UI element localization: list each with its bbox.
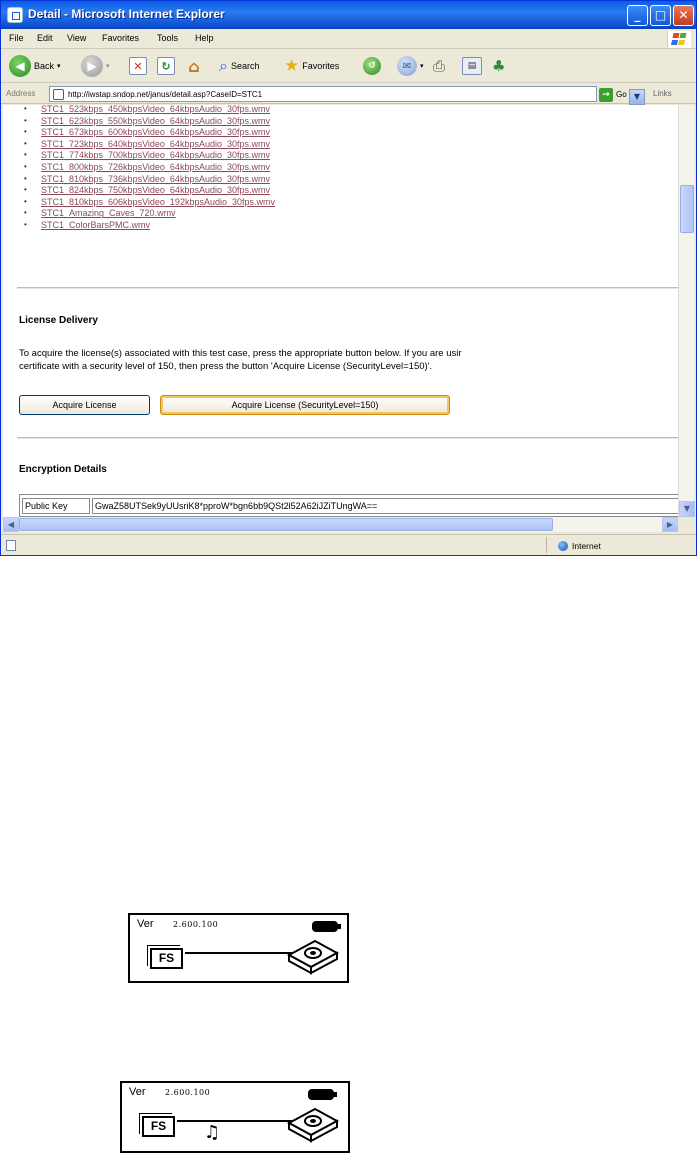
connection-line: [177, 1120, 295, 1122]
back-button[interactable]: [9, 54, 61, 78]
security-zone-label: Internet: [572, 541, 601, 551]
mail-button[interactable]: [397, 54, 424, 78]
home-button[interactable]: [185, 54, 203, 78]
disk-drive-icon: [285, 935, 341, 975]
minimize-button[interactable]: _: [627, 5, 648, 26]
status-bar: [1, 534, 696, 555]
status-divider: [546, 537, 547, 553]
search-icon: ⌕: [219, 56, 228, 75]
stop-button[interactable]: [129, 54, 147, 78]
menu-edit[interactable]: Edit: [37, 33, 53, 43]
address-label: Address: [6, 89, 36, 98]
browser-window: [0, 0, 697, 556]
mail-dropdown-icon[interactable]: ▾: [420, 63, 424, 70]
version-label: Ver: [137, 918, 154, 930]
back-arrow-icon: ◀: [9, 55, 31, 77]
print-icon: ⎙: [433, 57, 446, 75]
music-note-icon: ♫: [204, 1122, 221, 1143]
public-key-table: [19, 494, 678, 517]
file-link-list: [41, 105, 275, 232]
vertical-scroll-thumb[interactable]: [680, 185, 694, 233]
refresh-icon: ↻: [157, 57, 175, 75]
file-link[interactable]: STC1_774kbps_700kbpsVideo_64kbpsAudio_30fps.wmv: [41, 150, 270, 161]
print-button[interactable]: [433, 54, 445, 78]
refresh-button[interactable]: [157, 54, 175, 78]
version-number: 2.600.100: [165, 1088, 211, 1097]
list-item[interactable]: [41, 116, 275, 128]
file-link[interactable]: STC1_723kbps_640kbpsVideo_64kbpsAudio_30fps.wmv: [41, 138, 270, 149]
file-link[interactable]: STC1_810kbps_606kbpsVideo_192kbpsAudio_30fps.wmv: [41, 196, 275, 207]
acquire-license-button[interactable]: Acquire License: [19, 395, 150, 415]
address-url: http://iwstap.sndop.net/janus/detail.asp?CaseID=STC1: [68, 90, 263, 99]
page-status-icon: [6, 540, 16, 551]
edit-icon: ▤: [462, 57, 482, 75]
close-button[interactable]: ✕: [673, 5, 694, 26]
windows-logo-icon: [667, 31, 691, 48]
list-item[interactable]: [41, 197, 275, 209]
file-link[interactable]: STC1_824kbps_750kbpsVideo_64kbpsAudio_30fps.wmv: [41, 185, 270, 196]
list-item[interactable]: [41, 174, 275, 186]
menu-tools[interactable]: Tools: [157, 33, 179, 43]
file-link[interactable]: STC1_623kbps_550kbpsVideo_64kbpsAudio_30fps.wmv: [41, 115, 270, 126]
maximize-button[interactable]: □: [650, 5, 671, 26]
file-link[interactable]: STC1_Amazing_Caves_720.wmv: [41, 208, 176, 219]
device-screen: [120, 1081, 350, 1153]
vertical-scrollbar[interactable]: [678, 105, 694, 517]
acquire-license-securitylevel-button[interactable]: Acquire License (SecurityLevel=150): [160, 395, 450, 415]
window-title: Detail - Microsoft Internet Explorer: [28, 7, 225, 21]
search-label: Search: [230, 61, 260, 71]
public-key-label: Public Key: [22, 498, 90, 514]
device-screen: [128, 913, 349, 983]
menu-view[interactable]: View: [67, 33, 87, 43]
license-description-line: To acquire the license(s) associated with this test case, press the appropriate button below. If you are usir: [19, 348, 462, 359]
list-item[interactable]: [41, 127, 275, 139]
home-icon: ⌂: [188, 56, 200, 76]
scroll-right-arrow-icon[interactable]: ▶: [662, 517, 678, 532]
list-item[interactable]: [41, 162, 275, 174]
file-link[interactable]: STC1_673kbps_600kbpsVideo_64kbpsAudio_30fps.wmv: [41, 127, 270, 138]
file-link[interactable]: STC1_810kbps_736kbpsVideo_64kbpsAudio_30fps.wmv: [41, 173, 270, 184]
horizontal-scrollbar[interactable]: [3, 517, 678, 532]
battery-icon: [312, 921, 338, 932]
favorites-label: Favorites: [302, 61, 340, 71]
connection-line: [185, 952, 295, 954]
list-item[interactable]: [41, 139, 275, 151]
version-number: 2.600.100: [173, 920, 219, 929]
page-content: [3, 105, 678, 517]
links-button[interactable]: Links: [653, 89, 672, 98]
search-button[interactable]: [219, 54, 260, 78]
menu-file[interactable]: File: [9, 33, 24, 43]
go-label: Go: [616, 90, 627, 99]
title-bar[interactable]: [1, 1, 696, 29]
license-description-line: certificate with a security level of 150, then press the button 'Acquire License (SecurityLevel=150)'.: [19, 360, 433, 372]
file-link[interactable]: STC1_523kbps_450kbpsVideo_64kbpsAudio_30fps.wmv: [41, 105, 270, 114]
file-link[interactable]: STC1_ColorBarsPMC.wmv: [41, 219, 151, 230]
go-button[interactable]: [599, 87, 627, 102]
ie-page-icon: [53, 89, 64, 100]
list-item[interactable]: [41, 150, 275, 162]
address-dropdown-icon[interactable]: ▼: [629, 89, 645, 105]
version-label: Ver: [129, 1086, 146, 1098]
section-divider: [17, 287, 678, 289]
list-item[interactable]: [41, 185, 275, 197]
disk-drive-icon: [285, 1103, 341, 1143]
favorites-star-icon: ★: [284, 56, 300, 76]
public-key-value: GwaZ58UTSek9yUUsriK8*pproW*bgn6bb9QSt2l52A62iJZiTUngWA==: [92, 498, 678, 514]
scroll-down-arrow-icon[interactable]: ▼: [679, 501, 695, 517]
toolbar: [1, 50, 696, 83]
scroll-left-arrow-icon[interactable]: ◀: [3, 517, 19, 532]
address-bar: [1, 84, 696, 104]
section-divider: [17, 437, 678, 439]
messenger-icon: ♣: [492, 57, 506, 75]
stop-icon: ✕: [129, 57, 147, 75]
ie-page-icon: [7, 7, 23, 23]
list-item[interactable]: [41, 105, 275, 116]
menu-favorites[interactable]: Favorites: [102, 33, 140, 43]
edit-button[interactable]: [462, 54, 482, 78]
list-item[interactable]: [41, 208, 275, 220]
encryption-details-heading: Encryption Details: [19, 464, 107, 475]
back-label: Back: [34, 61, 55, 71]
horizontal-scroll-thumb[interactable]: [19, 518, 553, 531]
forward-button[interactable]: [81, 54, 110, 78]
favorites-button[interactable]: [284, 54, 339, 78]
internet-globe-icon: [558, 541, 568, 551]
mail-icon: ✉: [397, 56, 417, 76]
forward-arrow-icon: ▶: [81, 55, 103, 77]
list-item[interactable]: [41, 220, 275, 232]
history-icon: ↺: [363, 57, 381, 75]
battery-icon: [308, 1089, 334, 1100]
file-link[interactable]: STC1_800kbps_726kbpsVideo_64kbpsAudio_30fps.wmv: [41, 161, 270, 172]
license-description: [19, 348, 678, 373]
go-arrow-icon: →: [599, 88, 613, 102]
back-dropdown-icon[interactable]: ▾: [57, 63, 61, 70]
file-system-icon: FS: [150, 948, 183, 969]
menu-help[interactable]: Help: [195, 33, 214, 43]
license-delivery-heading: License Delivery: [19, 315, 98, 326]
messenger-button[interactable]: [492, 54, 505, 78]
forward-dropdown-icon[interactable]: ▾: [106, 63, 110, 70]
menu-bar: [1, 29, 696, 49]
file-system-icon: FS: [142, 1116, 175, 1137]
history-button[interactable]: [363, 54, 381, 78]
